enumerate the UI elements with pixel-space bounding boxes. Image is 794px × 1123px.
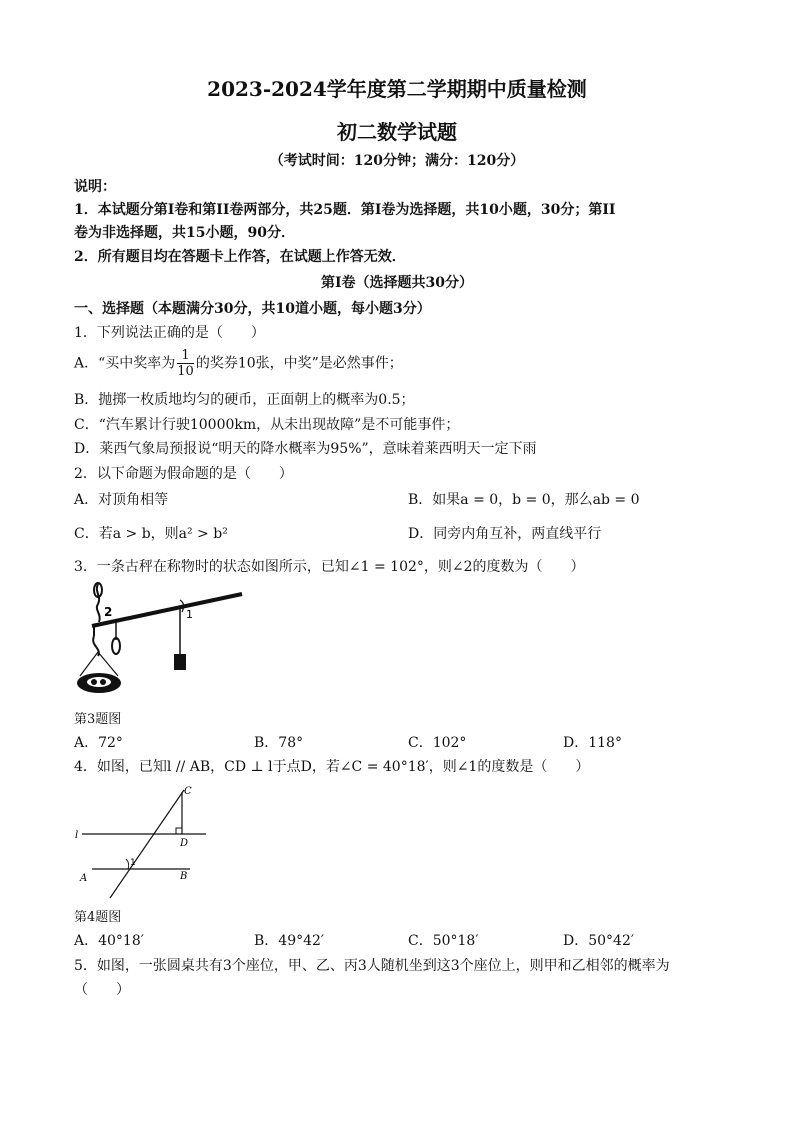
angle1-arc — [126, 859, 129, 869]
exam-info: （考试时间：120分钟；满分：120分） — [269, 153, 525, 169]
q3-option-b: B．78° — [254, 735, 304, 751]
label-d: D — [180, 838, 189, 849]
scale-figure — [72, 580, 247, 700]
q1-option-a — [74, 348, 403, 379]
q3-stem: 3．一条古秤在称物时的状态如图所示，已知∠1 = 102°，则∠2的度数为（ ） — [74, 559, 585, 575]
right-angle-mark — [176, 828, 182, 834]
q2-option-a: A．对顶角相等 — [74, 492, 169, 508]
notes-item2: 2．所有题目均在答题卡上作答，在试题上作答无效． — [74, 249, 406, 265]
scale-small-hook — [112, 638, 120, 654]
parallel-lines-figure — [72, 780, 222, 900]
notes-item1-line1: 1．本试题分第I卷和第II卷两部分，共25题．第I卷为选择题，共10小题，30分；第II — [74, 202, 616, 218]
exam-title: 2023-2024学年度第二学期期中质量检测 — [207, 77, 587, 101]
notes-item1-line2: 卷为非选择题，共15小题，90分． — [74, 225, 295, 241]
angle2-mark: 2 — [104, 605, 113, 619]
q2-option-b: B．如果a = 0，b = 0，那么ab = 0 — [408, 492, 640, 508]
label-a: A — [80, 873, 88, 884]
q4-figure-label: 第4题图 — [74, 910, 122, 925]
subject-title: 初二数学试题 — [337, 120, 457, 144]
scale-hanging-loop — [97, 584, 100, 622]
q4-option-b: B．49°42′ — [254, 933, 325, 949]
q1-a-denominator: 10 — [177, 364, 194, 379]
q1-a-suffix: 的奖券10张，中奖”是必然事件； — [195, 355, 403, 372]
q2-option-d: D．同旁内角互补，两直线平行 — [408, 526, 602, 542]
q1-a-fraction — [177, 348, 194, 379]
pan-chain-left — [80, 652, 98, 676]
pan-chain-right — [98, 652, 118, 676]
q5-answer-paren: （ ） — [74, 982, 130, 998]
scale-pan-hook — [93, 626, 99, 656]
notes-label: 说明： — [74, 179, 116, 195]
part1-title: 第I卷（选择题共30分） — [320, 275, 474, 291]
q1-stem: 1．下列说法正确的是（ ） — [74, 325, 265, 341]
q4-option-c: C．50°18′ — [408, 933, 479, 949]
label-angle1: 1 — [130, 858, 136, 868]
section-title: 一、选择题（本题满分30分，共10道小题，每小题3分） — [74, 301, 431, 317]
q3-option-a: A．72° — [74, 735, 123, 751]
q3-figure-label: 第3题图 — [74, 712, 122, 727]
q1-a-prefix: A．“买中奖率为 — [74, 355, 176, 372]
q1-a-numerator: 1 — [177, 348, 194, 364]
counter-weight — [174, 654, 186, 670]
q4-option-a: A．40°18′ — [74, 933, 144, 949]
q1-option-c: C．“汽车累计行驶10000km，从未出现故障”是不可能事件； — [74, 417, 460, 433]
q2-stem: 2．以下命题为假命题的是（ ） — [74, 466, 293, 482]
pan-load — [87, 677, 111, 687]
pan-item-right — [100, 679, 106, 685]
pan-item-left — [91, 679, 97, 685]
angle1-mark: 1 — [186, 608, 193, 621]
q4-option-d: D．50°42′ — [563, 933, 635, 949]
scale-beam — [92, 594, 242, 626]
q1-option-b: B．抛掷一枚质地均匀的硬币，正面朝上的概率为0.5； — [74, 392, 415, 408]
label-c: C — [184, 786, 192, 797]
label-b: B — [180, 871, 188, 882]
label-l: l — [75, 830, 79, 841]
transversal-line — [110, 790, 184, 898]
q1-option-d: D．莱西气象局预报说“明天的降水概率为95%”，意味着莱西明天一定下雨 — [74, 441, 537, 457]
q2-option-c: C．若a > b，则a² > b² — [74, 526, 228, 542]
q5-stem: 5．如图，一张圆桌共有3个座位，甲、乙、丙3人随机坐到这3个座位上，则甲和乙相邻的概率为 — [74, 958, 670, 974]
q4-stem: 4．如图，已知l // AB，CD ⊥ l于点D，若∠C = 40°18′，则∠1的度数是（ ） — [74, 759, 590, 775]
q3-option-c: C．102° — [408, 735, 467, 751]
q3-option-d: D．118° — [563, 735, 622, 751]
